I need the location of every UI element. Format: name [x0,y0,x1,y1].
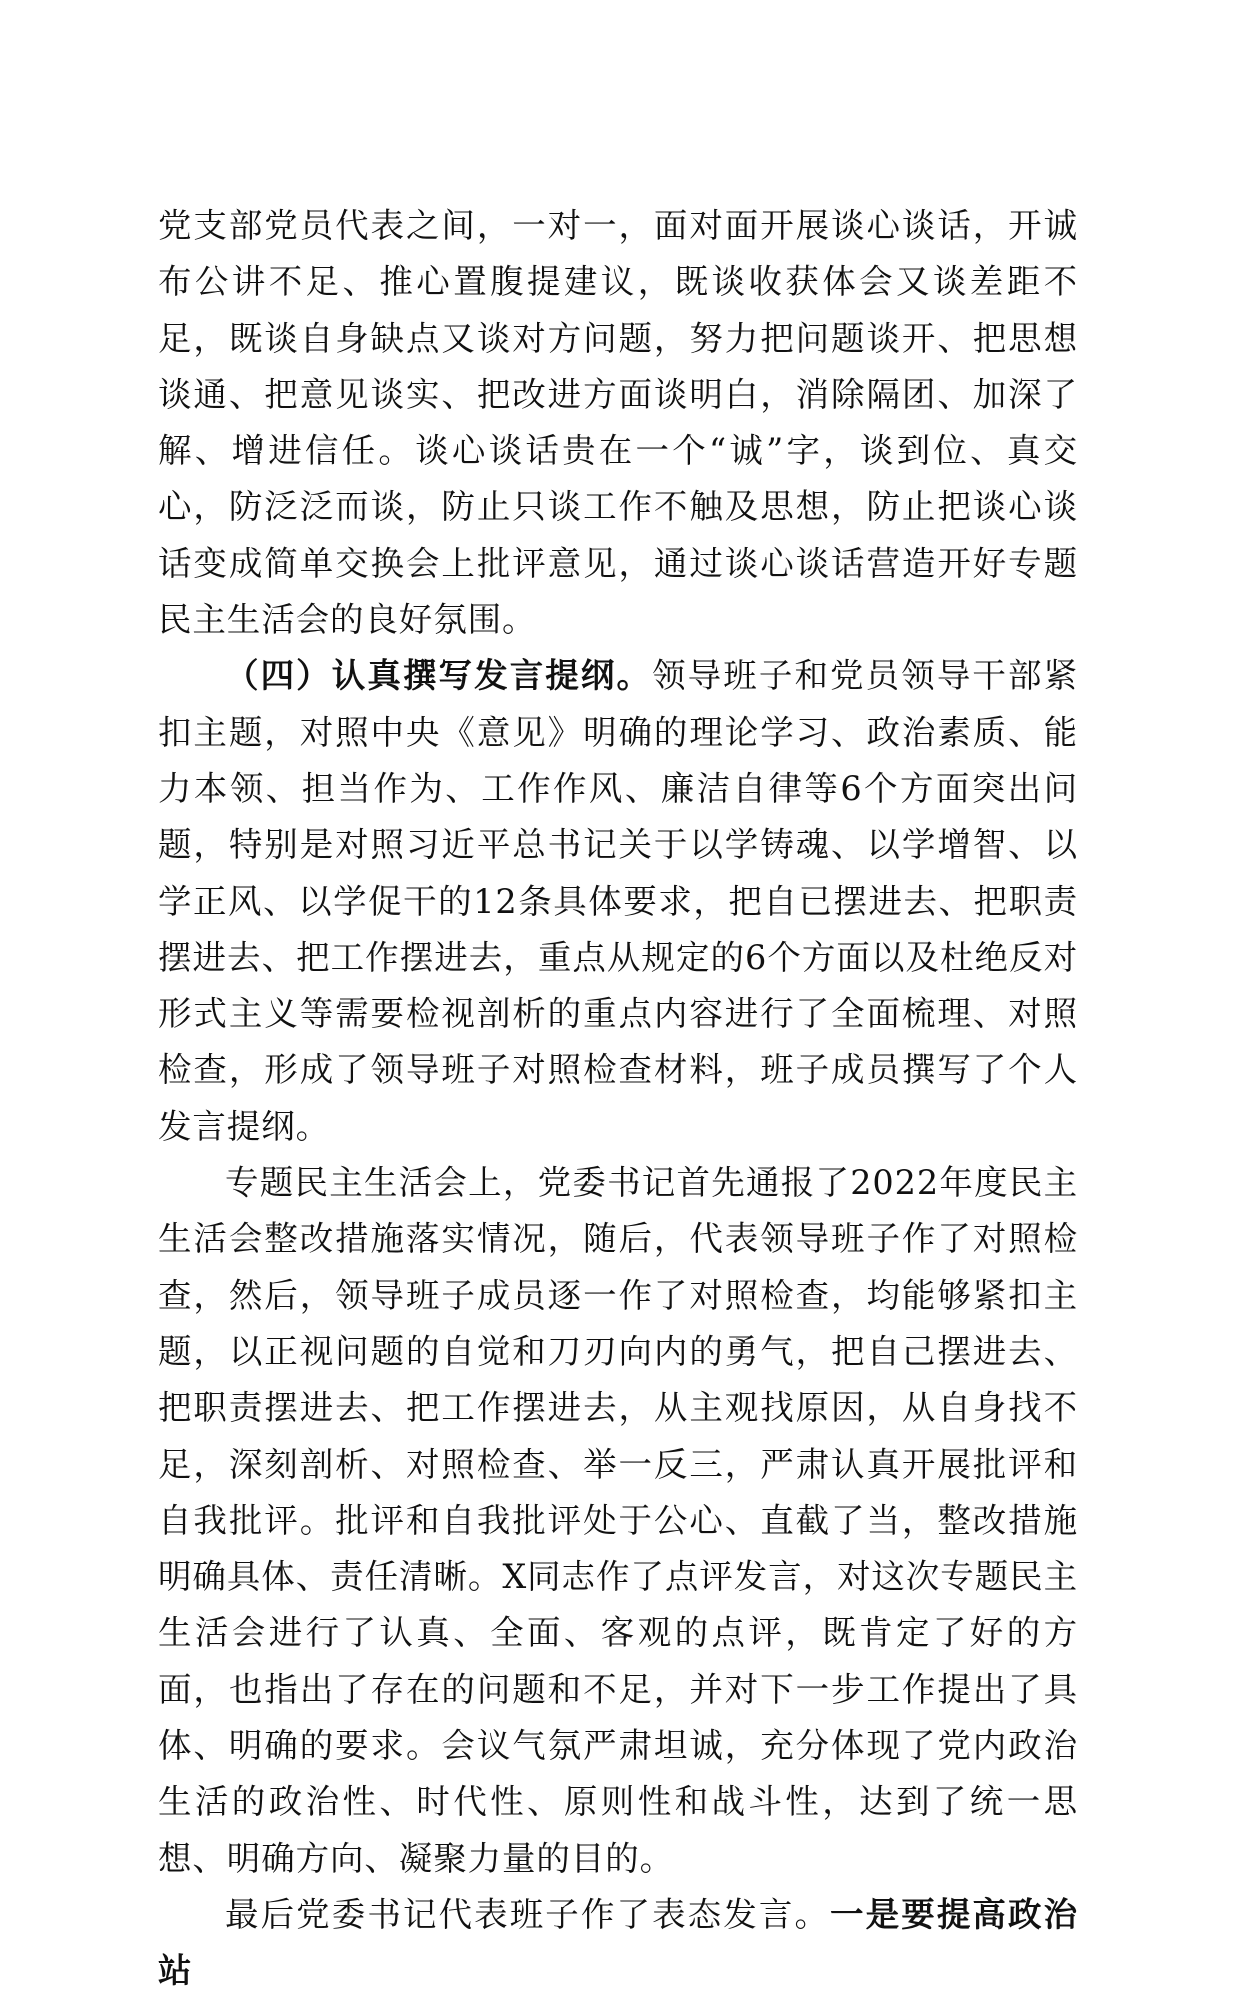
paragraph-meeting-summary: 专题民主生活会上，党委书记首先通报了2022年度民主生活会整改措施落实情况，随后，代表领导班子作了对照检查，然后，领导班子成员逐一作了对照检查，均能够紧扣主题，以正视问题的自觉和刀刃向内的勇气，把自己摆进去、把职责摆进去、把工作摆进去，从主观找原因，从自身找不足，深刻剖析、对照检查、举一反三，严肃认真开展批评和自我批评。批评和自我批评处于公心、直截了当，整改措施明确具体、责任清晰。X同志作了点评发言，对这次专题民主生活会进行了认真、全面、客观的点评，既肯定了好的方面，也指出了存在的问题和不足，并对下一步工作提出了具体、明确的要求。会议气氛严肃坦诚，充分体现了党内政治生活的政治性、时代性、原则性和战斗性，达到了统一思想、明确方向、凝聚力量的目的。 [158,1163,1078,1878]
document-body [158,198,1078,2000]
paragraph-talk-conversation: 党支部党员代表之间，一对一，面对面开展谈心谈话，开诚布公讲不足、推心置腹提建议，既谈收获体会又谈差距不足，既谈自身缺点又谈对方问题，努力把问题谈开、把思想谈通、把意见谈实、把改进方面谈明白，消除隔团、加深了解、增进信任。谈心谈话贵在一个“诚”字，谈到位、真交心，防泛泛而谈，防止只谈工作不触及思想，防止把谈心谈话变成简单交换会上批评意见，通过谈心谈话营造开好专题民主生活会的良好氛围。 [158,206,1078,640]
paragraph-speech-outline-text: 领导班子和党员领导干部紧扣主题，对照中央《意见》明确的理论学习、政治素质、能力本领、担当作为、工作作风、廉洁自律等6个方面突出问题，特别是对照习近平总书记关于以学铸魂、以学增智、以学正风、以学促干的12条具体要求，把自已摆进去、把职责摆进去、把工作摆进去，重点从规定的6个方面以及杜绝反对形式主义等需要检视剖析的重点内容进行了全面梳理、对照检查，形成了领导班子对照检查材料，班子成员撰写了个人发言提纲。 [158,656,1078,1146]
final-statement-text: 最后党委书记代表班子作了表态发言。 [225,1894,831,1934]
paragraph-final-statement [158,1887,1078,2000]
final-statement-emphasis: 一是要提高政治站 [158,1894,1078,1991]
paragraph-speech-outline [158,648,1078,1155]
section-heading-four: （四）认真撰写发言提纲。 [225,656,653,696]
